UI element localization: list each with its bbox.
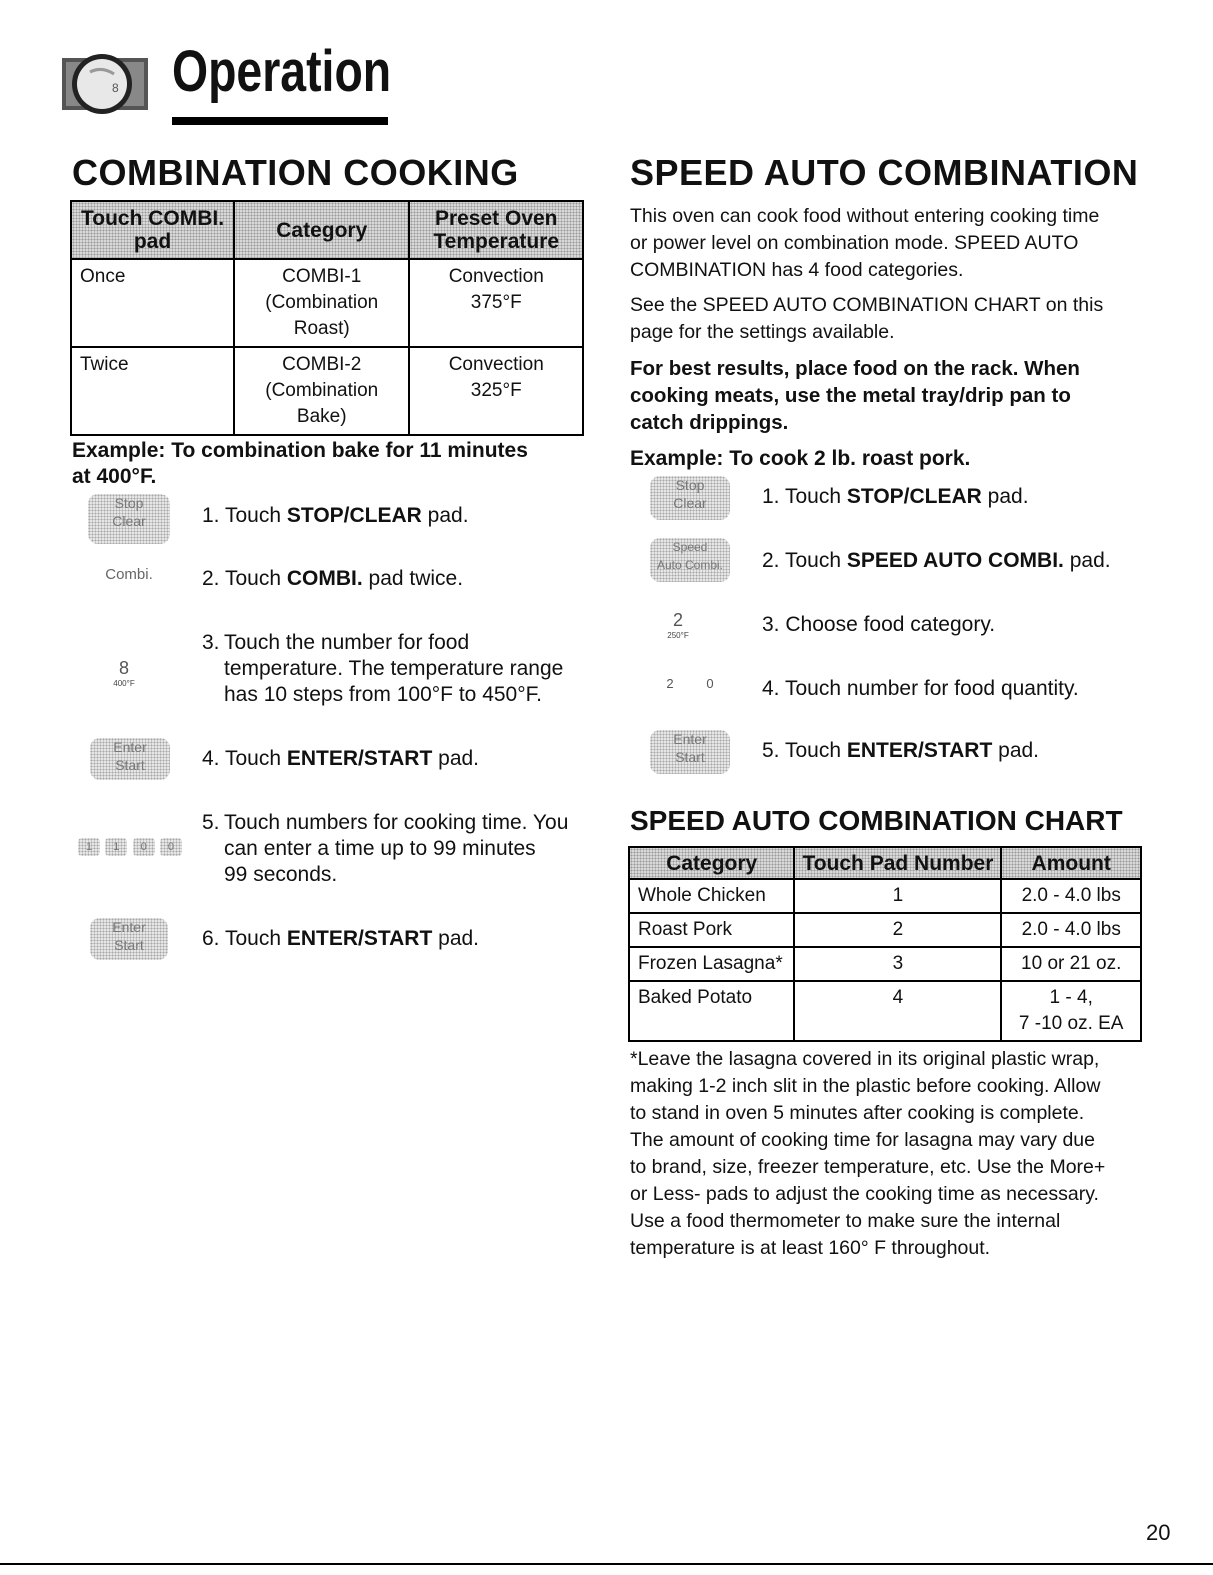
icon-label: 2	[672, 610, 683, 630]
cell-line: Convection	[448, 266, 544, 287]
icon-label: Enter	[113, 739, 147, 755]
step-text: pad.	[421, 504, 469, 527]
step-text: pad.	[432, 927, 480, 950]
page-title: Operation	[172, 39, 392, 104]
cell-pad: 3	[794, 947, 1001, 981]
left-step-6	[202, 926, 479, 952]
speed-auto-combi-pad-icon	[650, 538, 730, 582]
cell-line: COMBI-1	[282, 266, 362, 287]
col-header-category: Category	[234, 201, 409, 259]
step-number: 2.	[202, 567, 220, 590]
cell-pad: 1	[794, 879, 1001, 913]
cell-category	[234, 259, 409, 347]
cell-touch: Twice	[71, 347, 234, 435]
cell-temp	[409, 259, 583, 347]
step-line: can enter a time up to 99 minutes	[224, 837, 536, 860]
cell-line: COMBI-2	[282, 354, 362, 375]
right-step-2	[762, 548, 1111, 574]
page-number: 20	[1146, 1520, 1171, 1545]
para-line: *Leave the lasagna covered in its original plastic wrap,	[630, 1048, 1100, 1070]
step-text: Touch	[784, 739, 847, 762]
step-number: 5.	[202, 811, 220, 834]
cell-category: Whole Chicken	[629, 879, 794, 913]
cell-line: Bake)	[296, 406, 347, 427]
combi-pad-icon	[100, 566, 158, 590]
table-row	[71, 259, 583, 347]
svg-text:8: 8	[112, 81, 119, 95]
icon-label: 0	[706, 676, 714, 691]
left-example	[72, 438, 528, 490]
table-row	[71, 347, 583, 435]
cell-line: Roast)	[293, 318, 350, 339]
icon-label: Clear	[112, 513, 146, 529]
lasagna-note	[630, 1046, 1170, 1262]
cell-line: 7 -10 oz. EA	[1018, 1013, 1124, 1034]
step-text: Choose food category.	[785, 613, 996, 636]
speed-auto-combination-heading: SPEED AUTO COMBINATION	[630, 152, 1139, 193]
step-number: 1.	[202, 504, 220, 527]
enter-start-pad-icon	[90, 738, 170, 780]
icon-label: 1	[105, 838, 127, 856]
step-text: Touch	[784, 549, 847, 572]
icon-label: 8	[118, 658, 129, 678]
icon-label: 1	[78, 838, 100, 856]
number-8-pad-icon	[106, 660, 142, 692]
para-line: See the SPEED AUTO COMBINATION CHART on this	[630, 294, 1104, 316]
cell-temp	[409, 347, 583, 435]
left-step-5	[202, 810, 582, 888]
cell-category: Frozen Lasagna*	[629, 947, 794, 981]
para-line: or power level on combination mode. SPEED AUTO	[630, 232, 1079, 254]
left-step-4	[202, 746, 479, 772]
step-number: 4.	[202, 747, 220, 770]
para-line: to brand, size, freezer temperature, etc. Use the More+	[630, 1156, 1106, 1178]
cell-line: 375°F	[470, 292, 522, 313]
right-step-4	[762, 676, 1079, 702]
step-text: Touch number for food quantity.	[784, 677, 1079, 700]
icon-label: 0	[133, 838, 155, 856]
icon-label: Auto Combi.	[656, 558, 724, 572]
step-line: Touch the number for food	[224, 631, 470, 654]
step-line: temperature. The temperature range	[224, 657, 564, 680]
icon-label: Speed	[672, 540, 708, 554]
enter-start-pad-icon	[90, 918, 168, 960]
para-line: COMBINATION has 4 food categories.	[630, 259, 964, 281]
step-line: Touch numbers for cooking time. You	[224, 811, 569, 834]
cell-amount	[1001, 981, 1141, 1041]
para-line: For best results, place food on the rack. When	[630, 357, 1080, 380]
icon-label: Enter	[112, 919, 146, 935]
icon-label: Start	[115, 757, 145, 773]
speed-auto-chart-table	[628, 846, 1142, 1042]
col-header-category: Category	[629, 847, 794, 879]
best-results-paragraph	[630, 355, 1170, 436]
step-pad-name: ENTER/START	[846, 739, 993, 762]
table-row	[629, 981, 1141, 1041]
para-line: to stand in oven 5 minutes after cooking is complete.	[630, 1102, 1085, 1124]
para-line: page for the settings available.	[630, 321, 895, 343]
cell-pad: 2	[794, 913, 1001, 947]
icon-label: Combi.	[105, 566, 153, 583]
step-text: pad.	[992, 739, 1040, 762]
para-line: or Less- pads to adjust the cooking time as necessary.	[630, 1183, 1099, 1205]
step-pad-name: COMBI.	[286, 567, 363, 590]
cell-pad: 4	[794, 981, 1001, 1041]
para-line: The amount of cooking time for lasagna may vary due	[630, 1129, 1095, 1151]
step-number: 4.	[762, 677, 780, 700]
step-number: 1.	[762, 485, 780, 508]
quantity-pads-icon	[650, 676, 730, 692]
step-text: Touch	[224, 504, 287, 527]
step-number: 3.	[762, 613, 780, 636]
icon-label: Enter	[673, 731, 707, 747]
para-line: temperature is at least 160° F throughout.	[630, 1237, 991, 1259]
cell-line: (Combination	[265, 292, 379, 313]
combi-table	[70, 200, 584, 436]
example-line: at 400°F.	[72, 465, 157, 488]
step-text: Touch	[784, 485, 847, 508]
example-line: Example: To combination bake for 11 minutes	[72, 439, 528, 462]
cell-amount: 2.0 - 4.0 lbs	[1001, 913, 1141, 947]
cell-category: Baked Potato	[629, 981, 794, 1041]
enter-start-pad-icon	[650, 730, 730, 774]
para-line: cooking meats, use the metal tray/drip pan to	[630, 384, 1071, 407]
step-pad-name: ENTER/START	[286, 927, 433, 950]
para-line: Use a food thermometer to make sure the internal	[630, 1210, 1061, 1232]
para-line: making 1-2 inch slit in the plastic before cooking. Allow	[630, 1075, 1101, 1097]
col-header-touch-pad: Touch Pad Number	[794, 847, 1001, 879]
step-number: 5.	[762, 739, 780, 762]
right-step-1	[762, 484, 1029, 510]
col-header-amount: Amount	[1001, 847, 1141, 879]
icon-label: 250°F	[667, 631, 689, 640]
step-text: pad.	[981, 485, 1029, 508]
step-pad-name: STOP/CLEAR	[846, 485, 982, 508]
cell-touch: Once	[71, 259, 234, 347]
step-text: pad.	[432, 747, 480, 770]
step-text: Touch	[224, 927, 287, 950]
icon-label: Stop	[114, 495, 144, 511]
icon-label: 400°F	[113, 679, 135, 688]
step-text: Touch	[224, 747, 287, 770]
step-line: 99 seconds.	[224, 863, 338, 886]
para-line: catch drippings.	[630, 411, 789, 434]
icon-label: Stop	[675, 477, 705, 493]
col-header-temp: Preset Oven Temperature	[409, 201, 583, 259]
cell-line: Convection	[448, 354, 544, 375]
oven-dial-icon	[62, 50, 148, 118]
table-row	[629, 947, 1141, 981]
step-pad-name: ENTER/START	[286, 747, 433, 770]
cell-amount: 10 or 21 oz.	[1001, 947, 1141, 981]
number-pads-icon	[78, 838, 182, 858]
combination-cooking-heading: COMBINATION COOKING	[72, 152, 519, 193]
title-underline	[172, 117, 388, 125]
col-header-touch: Touch COMBI. pad	[71, 201, 234, 259]
step-number: 6.	[202, 927, 220, 950]
see-chart-paragraph	[630, 292, 1170, 346]
icon-label: 2	[666, 676, 674, 691]
left-step-3	[202, 630, 582, 708]
right-step-3	[762, 612, 995, 638]
step-text: Touch	[224, 567, 287, 590]
cell-category	[234, 347, 409, 435]
intro-paragraph	[630, 203, 1170, 284]
cell-line: 325°F	[470, 380, 522, 401]
step-pad-name: SPEED AUTO COMBI.	[846, 549, 1064, 572]
cell-amount: 2.0 - 4.0 lbs	[1001, 879, 1141, 913]
table-row	[629, 913, 1141, 947]
right-example: Example: To cook 2 lb. roast pork.	[630, 447, 971, 470]
stop-clear-pad-icon	[88, 494, 170, 544]
para-line: This oven can cook food without entering cooking time	[630, 205, 1100, 227]
step-line: has 10 steps from 100°F to 450°F.	[224, 683, 542, 706]
cell-category: Roast Pork	[629, 913, 794, 947]
cell-line: (Combination	[265, 380, 379, 401]
step-text: pad.	[1063, 549, 1111, 572]
stop-clear-pad-icon	[650, 476, 730, 520]
right-step-5	[762, 738, 1039, 764]
step-pad-name: STOP/CLEAR	[286, 504, 422, 527]
icon-label: Start	[675, 749, 705, 765]
icon-label: 0	[160, 838, 182, 856]
step-text: pad twice.	[362, 567, 464, 590]
step-number: 3.	[202, 631, 220, 654]
table-row	[629, 879, 1141, 913]
icon-label: Clear	[673, 495, 707, 511]
bottom-rule	[0, 1563, 1213, 1565]
step-number: 2.	[762, 549, 780, 572]
icon-label: Start	[114, 937, 144, 953]
left-step-1	[202, 503, 469, 529]
cell-line: 1 - 4,	[1049, 987, 1093, 1008]
number-2-pad-icon	[660, 612, 696, 644]
left-step-2	[202, 566, 463, 592]
speed-auto-chart-heading: SPEED AUTO COMBINATION CHART	[630, 805, 1123, 836]
